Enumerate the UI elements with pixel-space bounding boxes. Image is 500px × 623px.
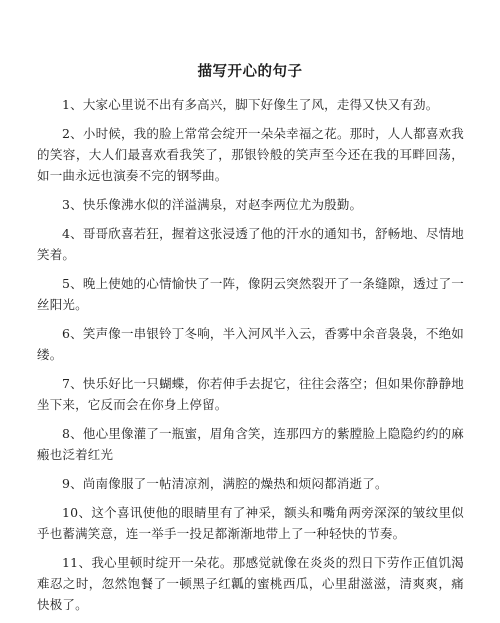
- paragraph: 11、我心里顿时绽开一朵花。那感觉就像在炎炎的烈日下劳作正值饥渴难忍之时，忽然饱餐了一顿黑子红瓤的蜜桃西瓜，心里甜滋滋，清爽爽，痛快极了。: [37, 555, 464, 612]
- paragraph: 9、尚南像服了一帖清凉剂，满腔的燥热和烦闷都消逝了。: [62, 476, 388, 491]
- paragraph: 8、他心里像灌了一瓶蜜，眉角含笑，连那四方的紫膛脸上隐隐约约的麻瘢也泛着红光: [37, 426, 464, 462]
- paragraph-list: [37, 94, 464, 623]
- paragraph: 7、快乐好比一只蝴蝶，你若伸手去捉它，往往会落空；但如果你静静地坐下来，它反而会在你身上停留。: [37, 376, 464, 412]
- paragraph: 4、哥哥欣喜若狂，握着这张浸透了他的汗水的通知书，舒畅地、尽情地笑着。: [37, 226, 464, 262]
- paragraph: 3、快乐像沸水似的洋溢满泉，对赵李两位尤为殷勤。: [62, 197, 363, 212]
- paragraph: 10、这个喜讯使他的眼睛里有了神采，额头和嘴角两旁深深的皱纹里似乎也蓄满笑意，连一举手一投足都渐渐地带上了一种轻快的节奏。: [37, 505, 464, 541]
- paragraph: 5、晚上使她的心情愉快了一阵，像阴云突然裂开了一条缝隙，透过了一丝阳光。: [37, 276, 464, 312]
- paragraph: 6、笑声像一串银铃丁冬响，半入河风半入云，香雾中余音袅袅，不绝如 缕。: [37, 326, 464, 362]
- document-title: 描写开心的句子: [197, 64, 303, 80]
- paragraph: 2、小时候，我的脸上常常会绽开一朵朵幸福之花。那时，人人都喜欢我的笑容，大人们最喜欢看我笑了，那银铃般的笑声至今还在我的耳畔回荡，如一曲永远也演奏不完的钢琴曲。: [37, 126, 464, 183]
- paragraph: 1、大家心里说不出有多高兴，脚下好像生了风，走得又快又有劲。: [62, 97, 439, 112]
